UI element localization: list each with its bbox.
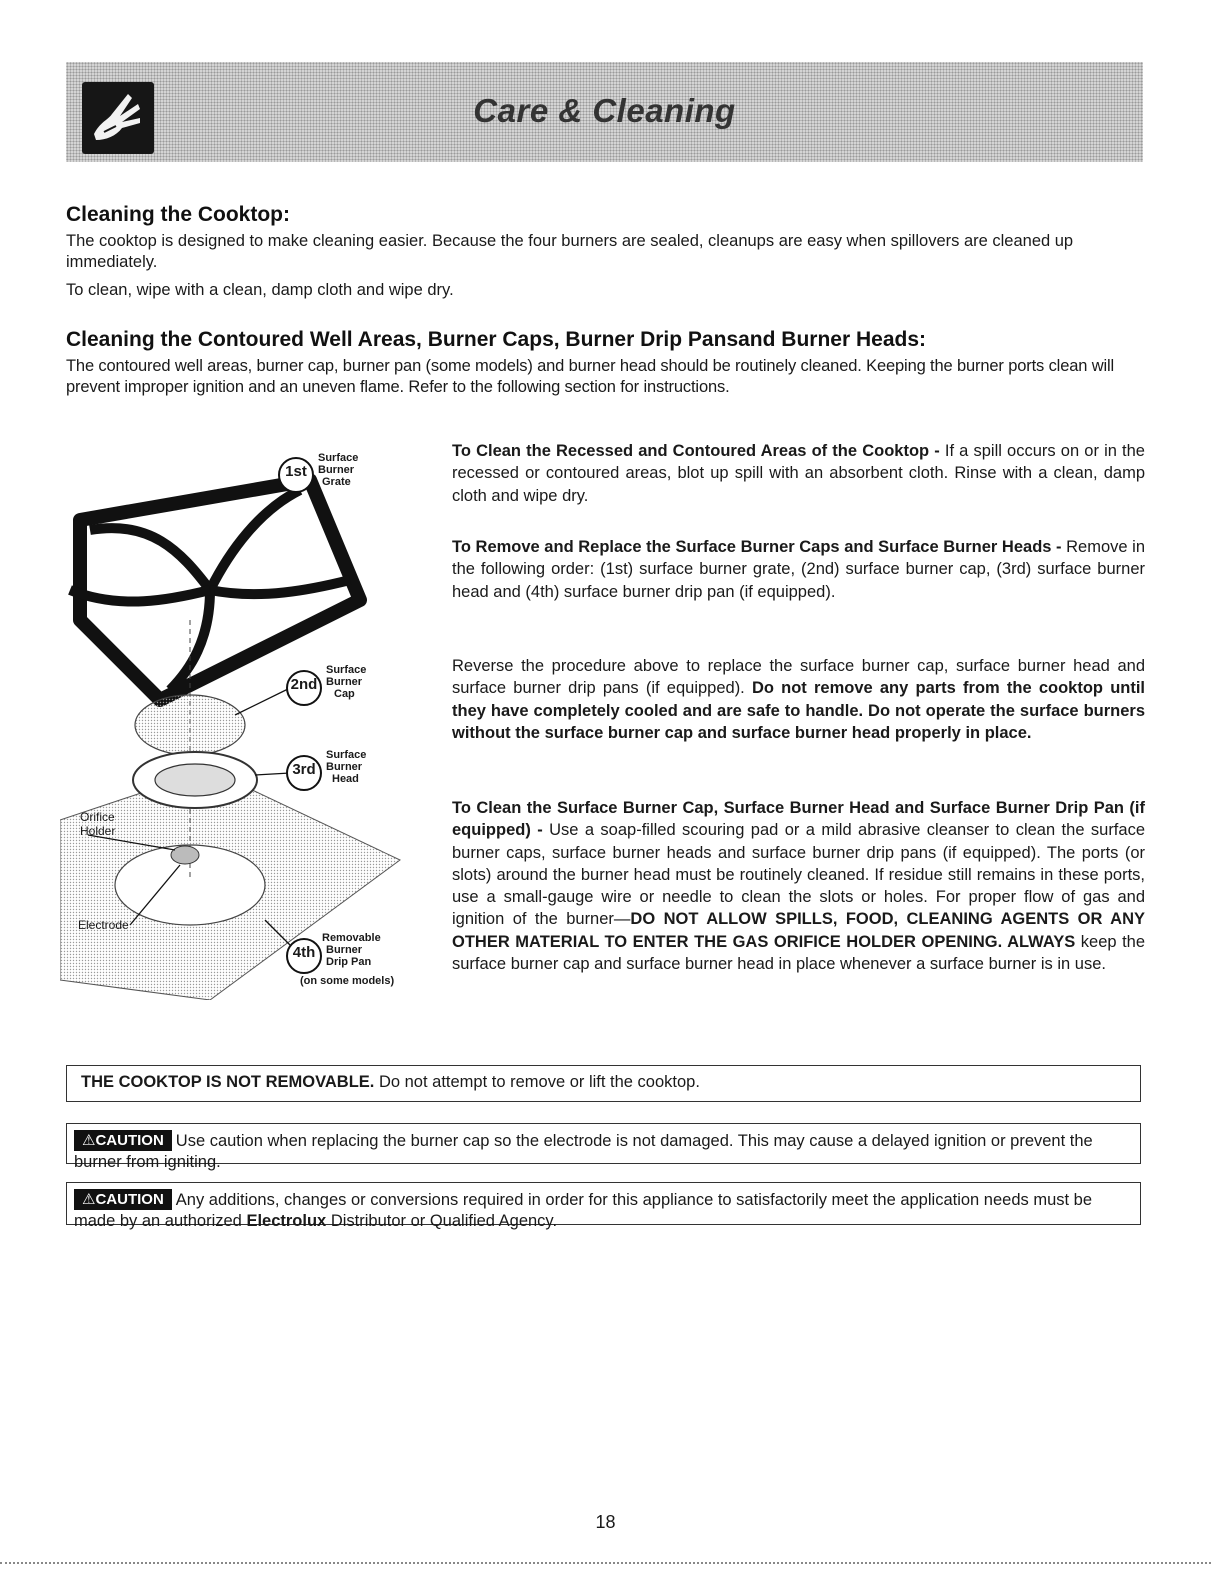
step-3-label: Surface Burner Head	[326, 749, 367, 785]
step-2-number: 2nd	[290, 676, 318, 693]
electrode-label: Electrode	[78, 918, 129, 932]
caution-box-electrode: ⚠CAUTION Use caution when replacing the burner cap so the electrode is not damaged. This may cause a delayed ignition or prevent the burner from igniting.	[66, 1123, 1141, 1164]
cooktop-wipe-paragraph: To clean, wipe with a clean, damp cloth and wipe dry.	[66, 281, 454, 299]
page-title: Care & Cleaning	[473, 92, 736, 129]
burner-cap-drawing	[135, 695, 245, 755]
bottom-divider	[0, 1562, 1211, 1564]
step-1-number: 1st	[285, 463, 307, 480]
burner-grate-drawing	[70, 480, 360, 700]
cooktop-paragraph: The cooktop is designed to make cleaning easier. Because the four burners are sealed, cleanups are easy when spillovers are cleaned up immediately.	[66, 232, 1074, 271]
step-2-label: Surface Burner Cap	[326, 664, 367, 700]
section-heading-contoured: Cleaning the Contoured Well Areas, Burner Caps, Burner Drip Pansand Burner Heads:	[66, 328, 926, 351]
step-1-label: Surface Burner Grate	[318, 452, 359, 488]
step-3-number: 3rd	[292, 761, 316, 778]
page-number: 18	[595, 1512, 616, 1532]
cooktop-not-removable-notice: THE COOKTOP IS NOT REMOVABLE. Do not attempt to remove or lift the cooktop.	[66, 1065, 1141, 1102]
caution-box-authorized: ⚠CAUTION Any additions, changes or conversions required in order for this appliance to satisfactorily meet the application needs must be made by an authorized Electrolux Distributor or Qualified Agency.	[66, 1182, 1141, 1225]
instruction-recessed-areas: To Clean the Recessed and Contoured Areas of the Cooktop - If a spill occurs on or in the recessed or contoured areas, blot up spill with an absorbent cloth. Rinse with a clean, damp cloth and wipe dry.	[452, 442, 1145, 505]
instruction-reverse-procedure: Reverse the procedure above to replace the surface burner cap, surface burner head and surface burner drip pans (if equipped). Do not remove any parts from the cooktop until they have completely cooled and are safe to handle. Do not operate the surface burners without the surface burner cap and surface burner head properly in place.	[452, 657, 1146, 742]
contoured-paragraph: The contoured well areas, burner cap, burner pan (some models) and burner head should be routinely cleaned. Keeping the burner ports clean will prevent improper ignition and an uneven flame. Refer to the following section for instructions.	[66, 357, 1115, 396]
step-4-note: (on some models)	[300, 975, 395, 987]
burner-assembly-figure	[60, 440, 435, 1000]
instruction-clean-cap-head: To Clean the Surface Burner Cap, Surface Burner Head and Surface Burner Drip Pan (if equipped) - Use a soap-filled scouring pad or a mild abrasive cleanser to clean the surface burner caps, surface burner heads and surface burner drip pans (if equipped). The ports (or slots) around the burner head must be routinely cleaned. If residue still remains in these ports, use a small-gauge wire or needle to clean the slots or holes. For proper flow of gas and ignition of the burner—DO NOT ALLOW SPILLS, FOOD, CLEANING AGENTS OR ANY OTHER MATERIAL TO ENTER THE GAS ORIFICE HOLDER OPENING. ALWAYS keep the surface burner cap and surface burner head in place whenever a surface burner is in use.	[452, 799, 1146, 974]
warning-triangle-icon: ⚠	[82, 1132, 96, 1149]
step-4-label: Removable Burner Drip Pan	[322, 932, 381, 968]
step-4-number: 4th	[292, 944, 316, 961]
orifice-holder-label: Orifice Holder	[80, 810, 116, 838]
header-banner	[66, 62, 1143, 162]
section-heading-cooktop: Cleaning the Cooktop:	[66, 203, 290, 226]
caution-badge: ⚠CAUTION	[74, 1189, 172, 1210]
warning-triangle-icon: ⚠	[82, 1191, 96, 1208]
instruction-remove-replace: To Remove and Replace the Surface Burner Caps and Surface Burner Heads - Remove in the following order: (1st) surface burner grate, (2nd) surface burner cap, (3rd) surface burner head and (4th) surface burner drip pan (if equipped).	[452, 538, 1146, 601]
caution-badge: ⚠CAUTION	[74, 1130, 172, 1151]
